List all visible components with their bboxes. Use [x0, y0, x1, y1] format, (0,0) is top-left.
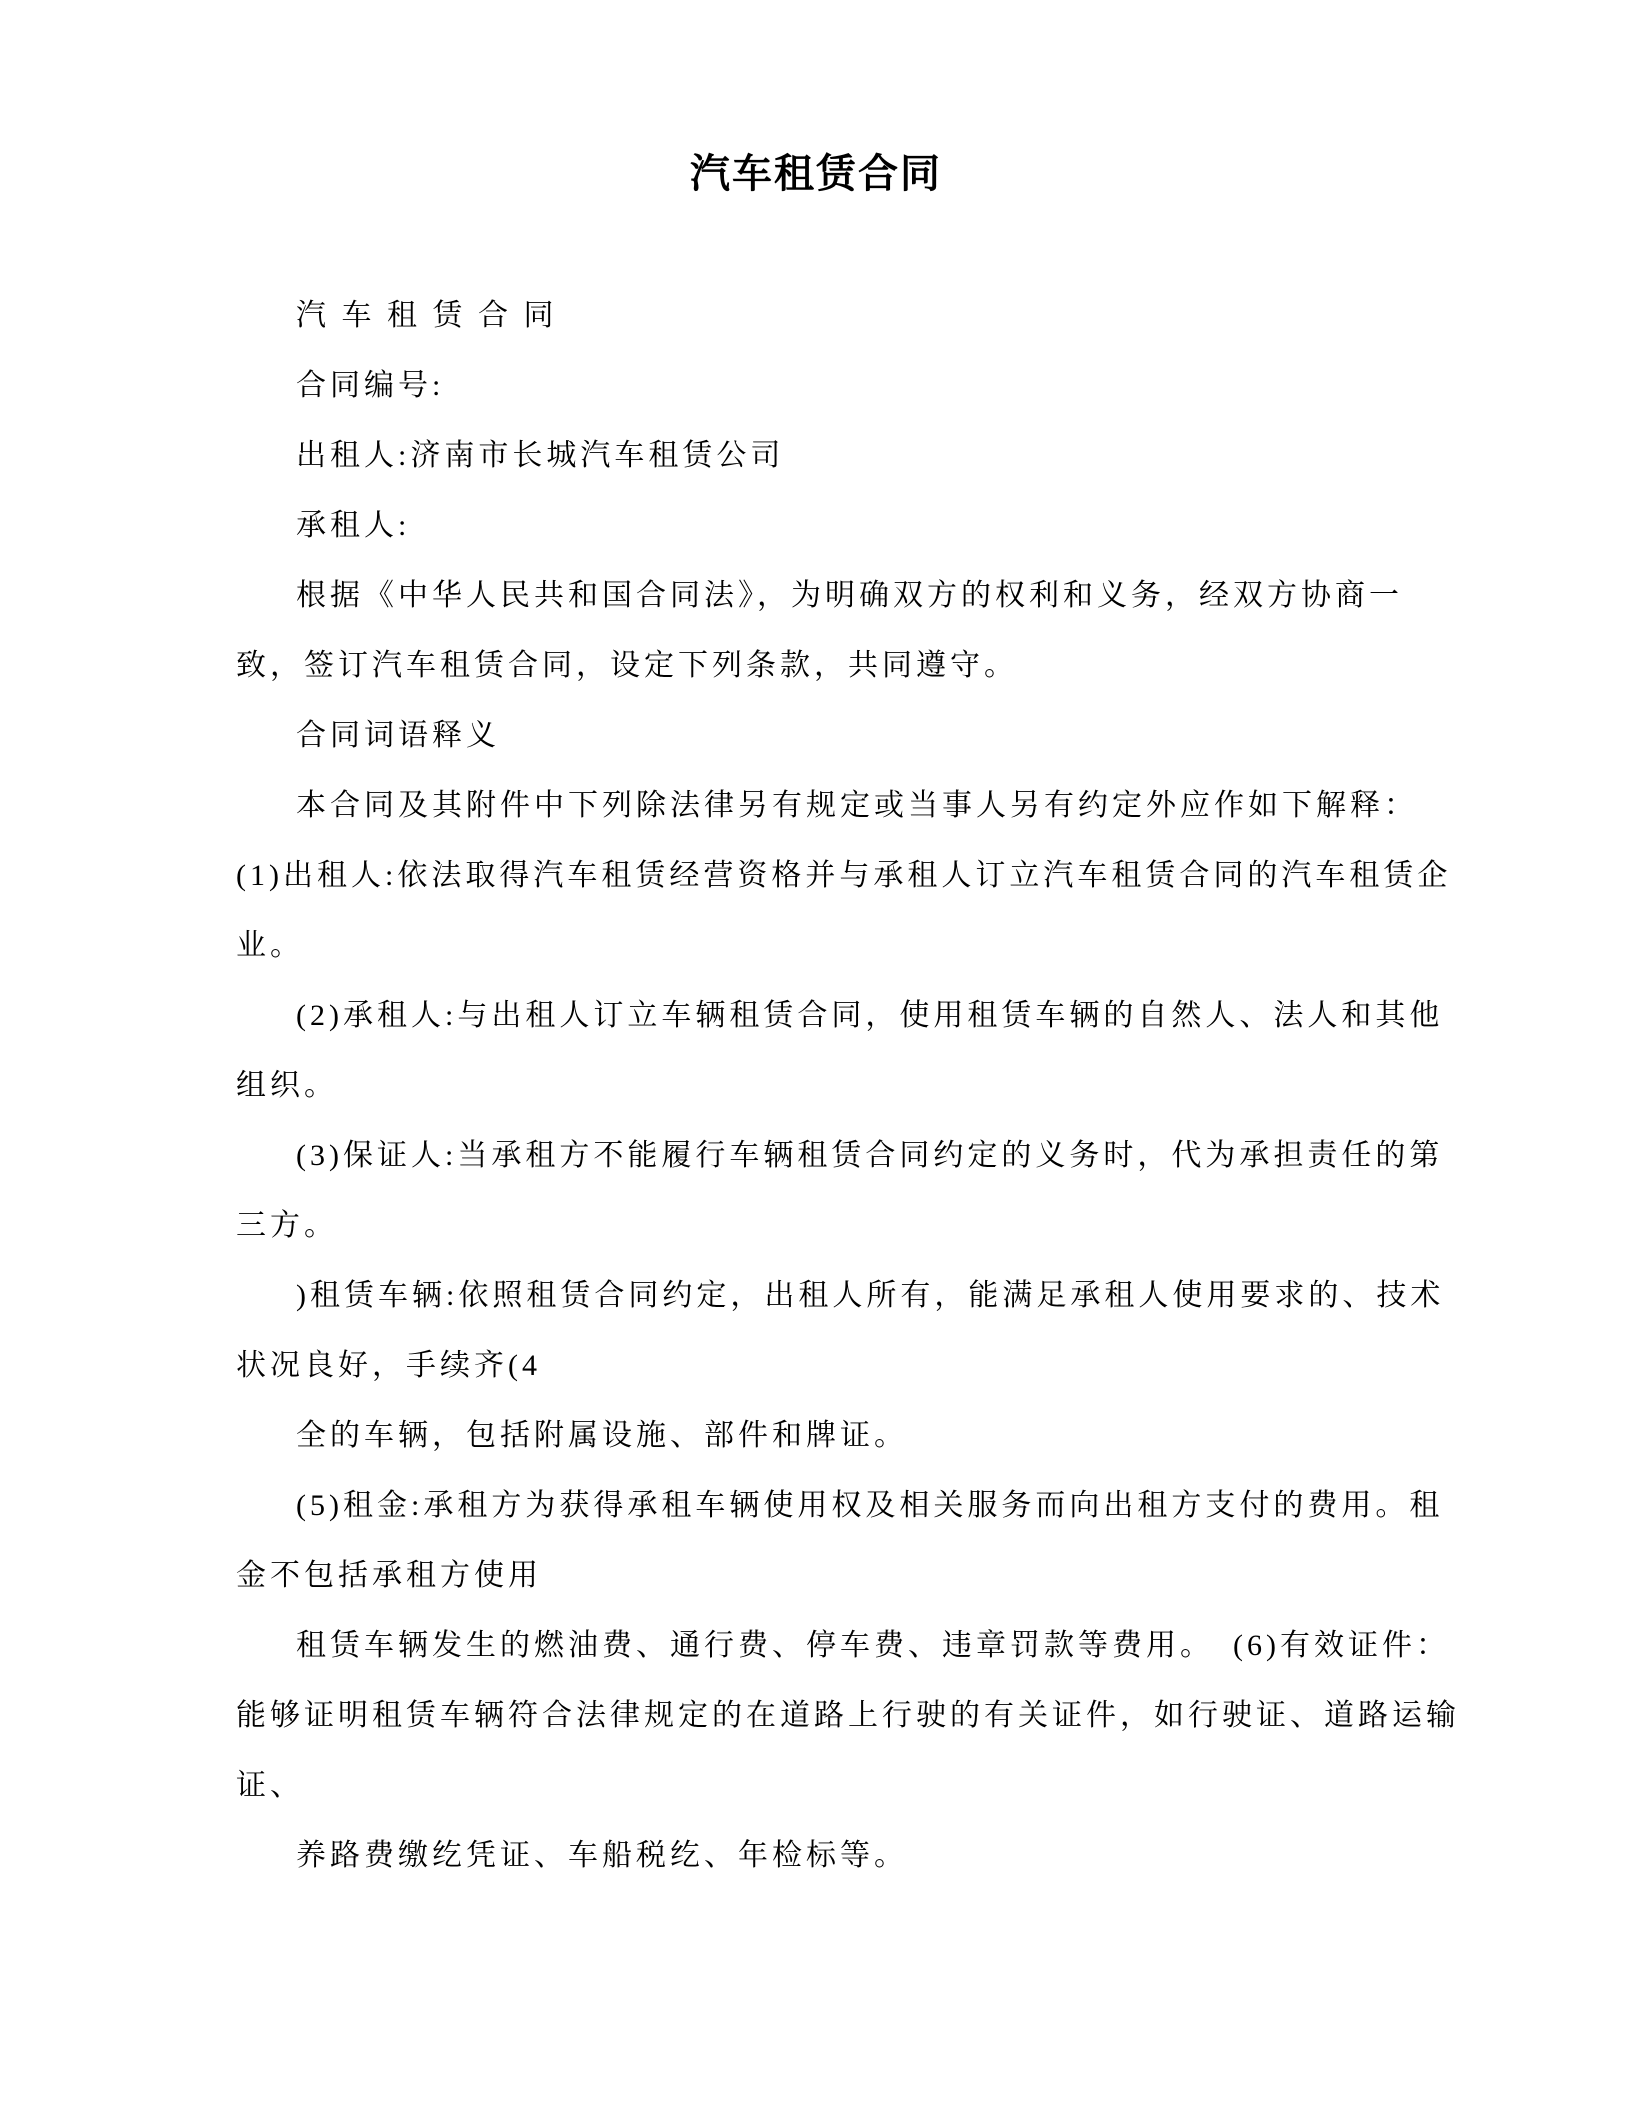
- document-line: 全的车辆，包括附属设施、部件和牌证。: [296, 1419, 908, 1452]
- document-line: 证、: [236, 1769, 304, 1802]
- document-line: 租赁车辆发生的燃油费、通行费、停车费、违章罚款等费用。 (6)有效证件：: [296, 1629, 1450, 1662]
- document-line: 养路费缴纥凭证、车船税纥、年检标等。: [296, 1839, 908, 1872]
- document-title: 汽车租赁合同: [690, 151, 942, 196]
- document-line: 合同词语释义: [296, 719, 500, 752]
- document-line: 组织。: [236, 1069, 338, 1102]
- document-line: 根据《中华人民共和国合同法》，为明确双方的权利和义务，经双方协商一: [296, 579, 1403, 612]
- document-line: 状况良好，手续齐(4: [236, 1349, 541, 1382]
- document-body: [236, 281, 1476, 1891]
- document-line: (1)出租人:依法取得汽车租赁经营资格并与承租人订立汽车租赁合同的汽车租赁企: [236, 859, 1452, 892]
- document-line: (3)保证人:当承租方不能履行车辆租赁合同约定的义务时，代为承担责任的第: [296, 1139, 1444, 1172]
- document-line: (2)承租人:与出租人订立车辆租赁合同，使用租赁车辆的自然人、法人和其他: [296, 999, 1444, 1032]
- document-line: 业。: [236, 929, 304, 962]
- document-line: 合同编号:: [296, 369, 445, 402]
- document-line: 承租人:: [296, 509, 411, 542]
- document-line: 出租人:济南市长城汽车租赁公司: [296, 439, 785, 472]
- document-line: 致，签订汽车租赁合同，设定下列条款，共同遵守。: [236, 649, 1018, 682]
- document-line: 金不包括承租方使用: [236, 1559, 542, 1592]
- document-line: (5)租金:承租方为获得承租车辆使用权及相关服务而向出租方支付的费用。租: [296, 1489, 1444, 1522]
- document-line: 本合同及其附件中下列除法律另有规定或当事人另有约定外应作如下解释：: [296, 789, 1418, 822]
- document-line: 能够证明租赁车辆符合法律规定的在道路上行驶的有关证件，如行驶证、道路运输: [236, 1699, 1460, 1732]
- document-line: )租赁车辆:依照租赁合同约定，出租人所有，能满足承租人使用要求的、技术: [296, 1279, 1445, 1312]
- document-line: 三方。: [236, 1209, 338, 1242]
- document-line: 汽 车 租 赁 合 同: [296, 299, 558, 332]
